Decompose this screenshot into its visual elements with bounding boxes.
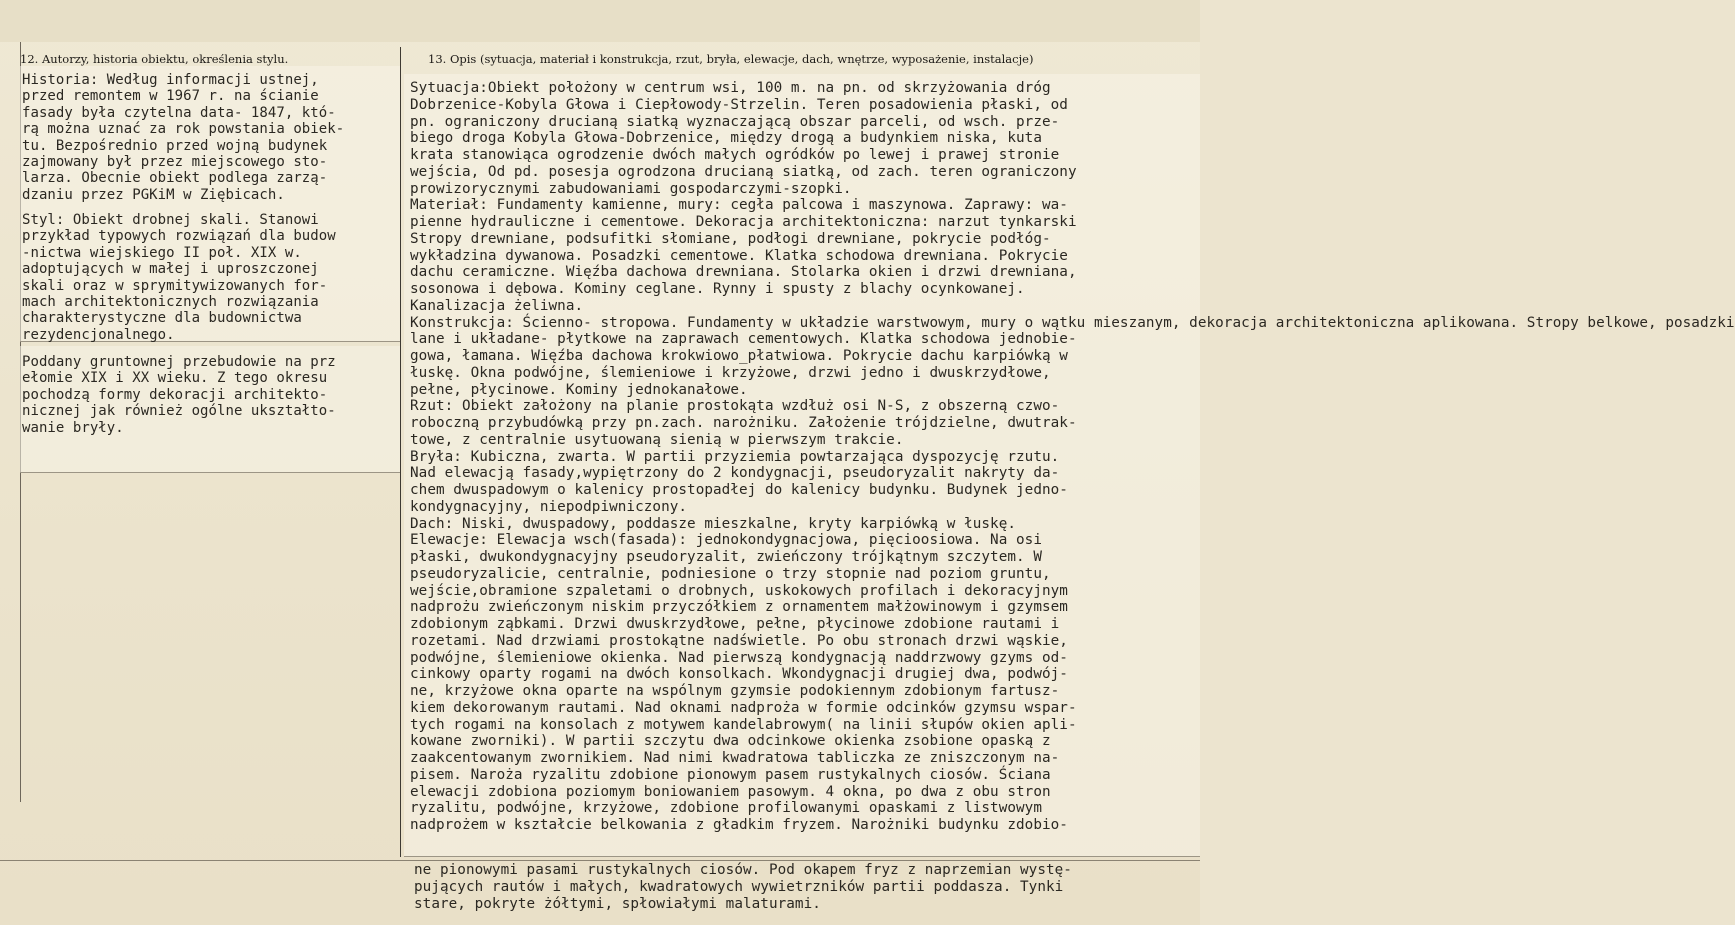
section-13-header: 13. Opis (sytuacja, materiał i konstrukcja, rzut, bryła, elewacje, dach, wnętrze, wyposażenie, instalacje): [428, 52, 1034, 66]
rebuild-paragraph: Poddany gruntownej przebudowie na prz ełomie XIX i XX wieku. Z tego okresu pochodzą formy dekoracji architekto- nicznej jak również ogólne ukształto- wanie bryły.: [22, 354, 336, 436]
top-band: [0, 0, 1200, 42]
section-12-header: 12. Autorzy, historia obiektu, określenia stylu.: [20, 52, 289, 66]
slip-edge-line: [0, 860, 1200, 861]
description-continuation: ne pionowymi pasami rustykalnych ciosów. Pod okapem fryz z naprzemian wystę- pujących rautów i małych, kwadratowych wywietrzników partii poddasza. Tynki stare, pokryte żółtymi, spłowiałymi malaturami.: [414, 862, 1072, 912]
column-divider: [400, 47, 401, 857]
description-text: Sytuacja:Obiekt położony w centrum wsi, 100 m. na pn. od skrzyżowania dróg Dobrzenice-Kobyla Głowa i Ciepłowody-Strzelin. Teren posadowienia płaski, od pn. ograniczony drucianą siatką wyznaczającą obszar parceli, od wsch. prze- biego droga Kobyla Głowa-Dobrzenice, między drogą a budynkiem niska, kuta krata stanowiąca ogrodzenie dwóch małych ogródków po lewej i prawej stronie wejścia, Od pd. posesja ogrodzona drucianą siatką, od zach. teren ograniczony prowizorycznymi zabudowaniami gospodarczymi-szopki. Materiał: Fundamenty kamienne, mury: cegła palcowa i maszynowa. Zaprawy: wa- pienne hydrauliczne i cementowe. Dekoracja architektoniczna: narzut tynkarski Stropy drewniane, podsufitki słomiane, podłogi drewniane, pokrycie podłóg- wykładzina dywanowa. Posadzki cementowe. Klatka schodowa drewniana. Pokrycie dachu ceramiczne. Więźba dachowa drewniana. Stolarka okien i drzwi drewniana, sosonowa i dębowa. Kominy ceglane. Rynny i spusty z blachy ocynkowanej. Kanalizacja żeliwna. Konstrukcja: Ścienno- stropowa. Fundamenty w układzie warstwowym, mury o wątku mieszanym, dekoracja architektoniczna aplikowana. Stropy belkowe, posadzki lane i układane- płytkowe na zaprawach cementowych. Klatka schodowa jednobie- gowa, łamana. Więźba dachowa krokwiowo_płatwiowa. Pokrycie dachu karpiówką w łuskę. Okna podwójne, ślemieniowe i krzyżowe, drzwi jedno i dwuskrzydłowe, pełne, płycinowe. Kominy jednokanałowe. Rzut: Obiekt założony na planie prostokąta wzdłuż osi N-S, z obszerną czwo- roboczną przybudówką przy pn.zach. narożniku. Założenie trójdzielne, dwutrak- towe, z centralnie usytuowaną sienią w pierwszym trakcie. Bryła: Kubiczna, zwarta. W partii przyziemia powtarzająca dyspozycję rzutu. Nad elewacją fasady,wypiętrzony do 2 kondygnacji, pseudoryzalit nakryty da- chem dwuspadowym o kalenicy prostopadłej do kalenicy budynku. Budynek jedno- kondygnacyjny, niepodpiwniczony. Dach: Niski, dwuspadowy, poddasze mieszkalne, kryty karpiówką w łuskę. Elewacje: Elewacja wsch(fasada): jednokondygnacjowa, pięcioosiowa. Na osi płaski, dwukondygnacyjny pseudoryzalit, zwieńczony trójkątnym szczytem. W pseudoryzalicie, centralnie, podniesione o trzy stopnie nad poziom gruntu, wejście,obramione szpaletami o drobnych, uskokowych profilach i dekoracyjnym nadprożu zwieńczonym niskim przyczółkiem z ornamentem małżowinowym i gzymsem zdobionym ząbkami. Drzwi dwuskrzydłowe, pełne, płycinowe zdobione rautami i rozetami. Nad drzwiami prostokątne nadświetle. Po obu stronach drzwi wąskie, podwójne, ślemieniowe okienka. Nad pierwszą kondygnacją naddrzwowy gzyms od- cinkowy oparty rogami na dwóch konsolkach. Wkondygnacji drugiej dwa, podwój- ne, krzyżowe okna oparte na wspólnym gzymsie podokiennym zdobionym fartusz- kiem dekorowanym rautami. Nad oknami nadproża w formie odcinków gzymsu wspar- tych rogami na konsolach z motywem kandelabrowym( na linii słupów okien apli- kowane zworniki). W partii szczytu dwa odcinkowe okienka zsobione opaską z zaakcentowanym zwornikiem. Nad nimi kwadratowa tabliczka ze zniszczonym na- pisem. Naroża ryzalitu zdobione pionowym pasem rustykalnych ciosów. Ściana elewacji zdobiona poziomym boniowaniem pasowym. 4 okna, po dwa z obu stron ryzalitu, podwójne, krzyżowe, zdobione profilowanymi opaskami z listwowym nadprożem w kształcie belkowania z gładkim fryzem. Narożniki budynku zdobio-: [410, 80, 1735, 833]
style-paragraph: Styl: Obiekt drobnej skali. Stanowi przykład typowych rozwiązań dla budow -nictwa wiejskiego II poł. XIX w. adoptujących w małej i uproszczonej skali oraz w sprymitywizowanych for- mach architektonicznych rozwiązania charakterystyczne dla budownictwa rezydencjonalnego.: [22, 212, 336, 343]
history-paragraph: Historia: Według informacji ustnej, przed remontem w 1967 r. na ścianie fasady była czytelna data- 1847, któ- rą można uznać za rok powstania obiek- tu. Bezpośrednio przed wojną budynek zajmowany był przez miejscowego sto- larza. Obecnie obiekt podlega zarzą- dzaniu przez PGKiM w Ziębicach.: [22, 72, 345, 203]
left-margin-frame: [0, 42, 21, 802]
